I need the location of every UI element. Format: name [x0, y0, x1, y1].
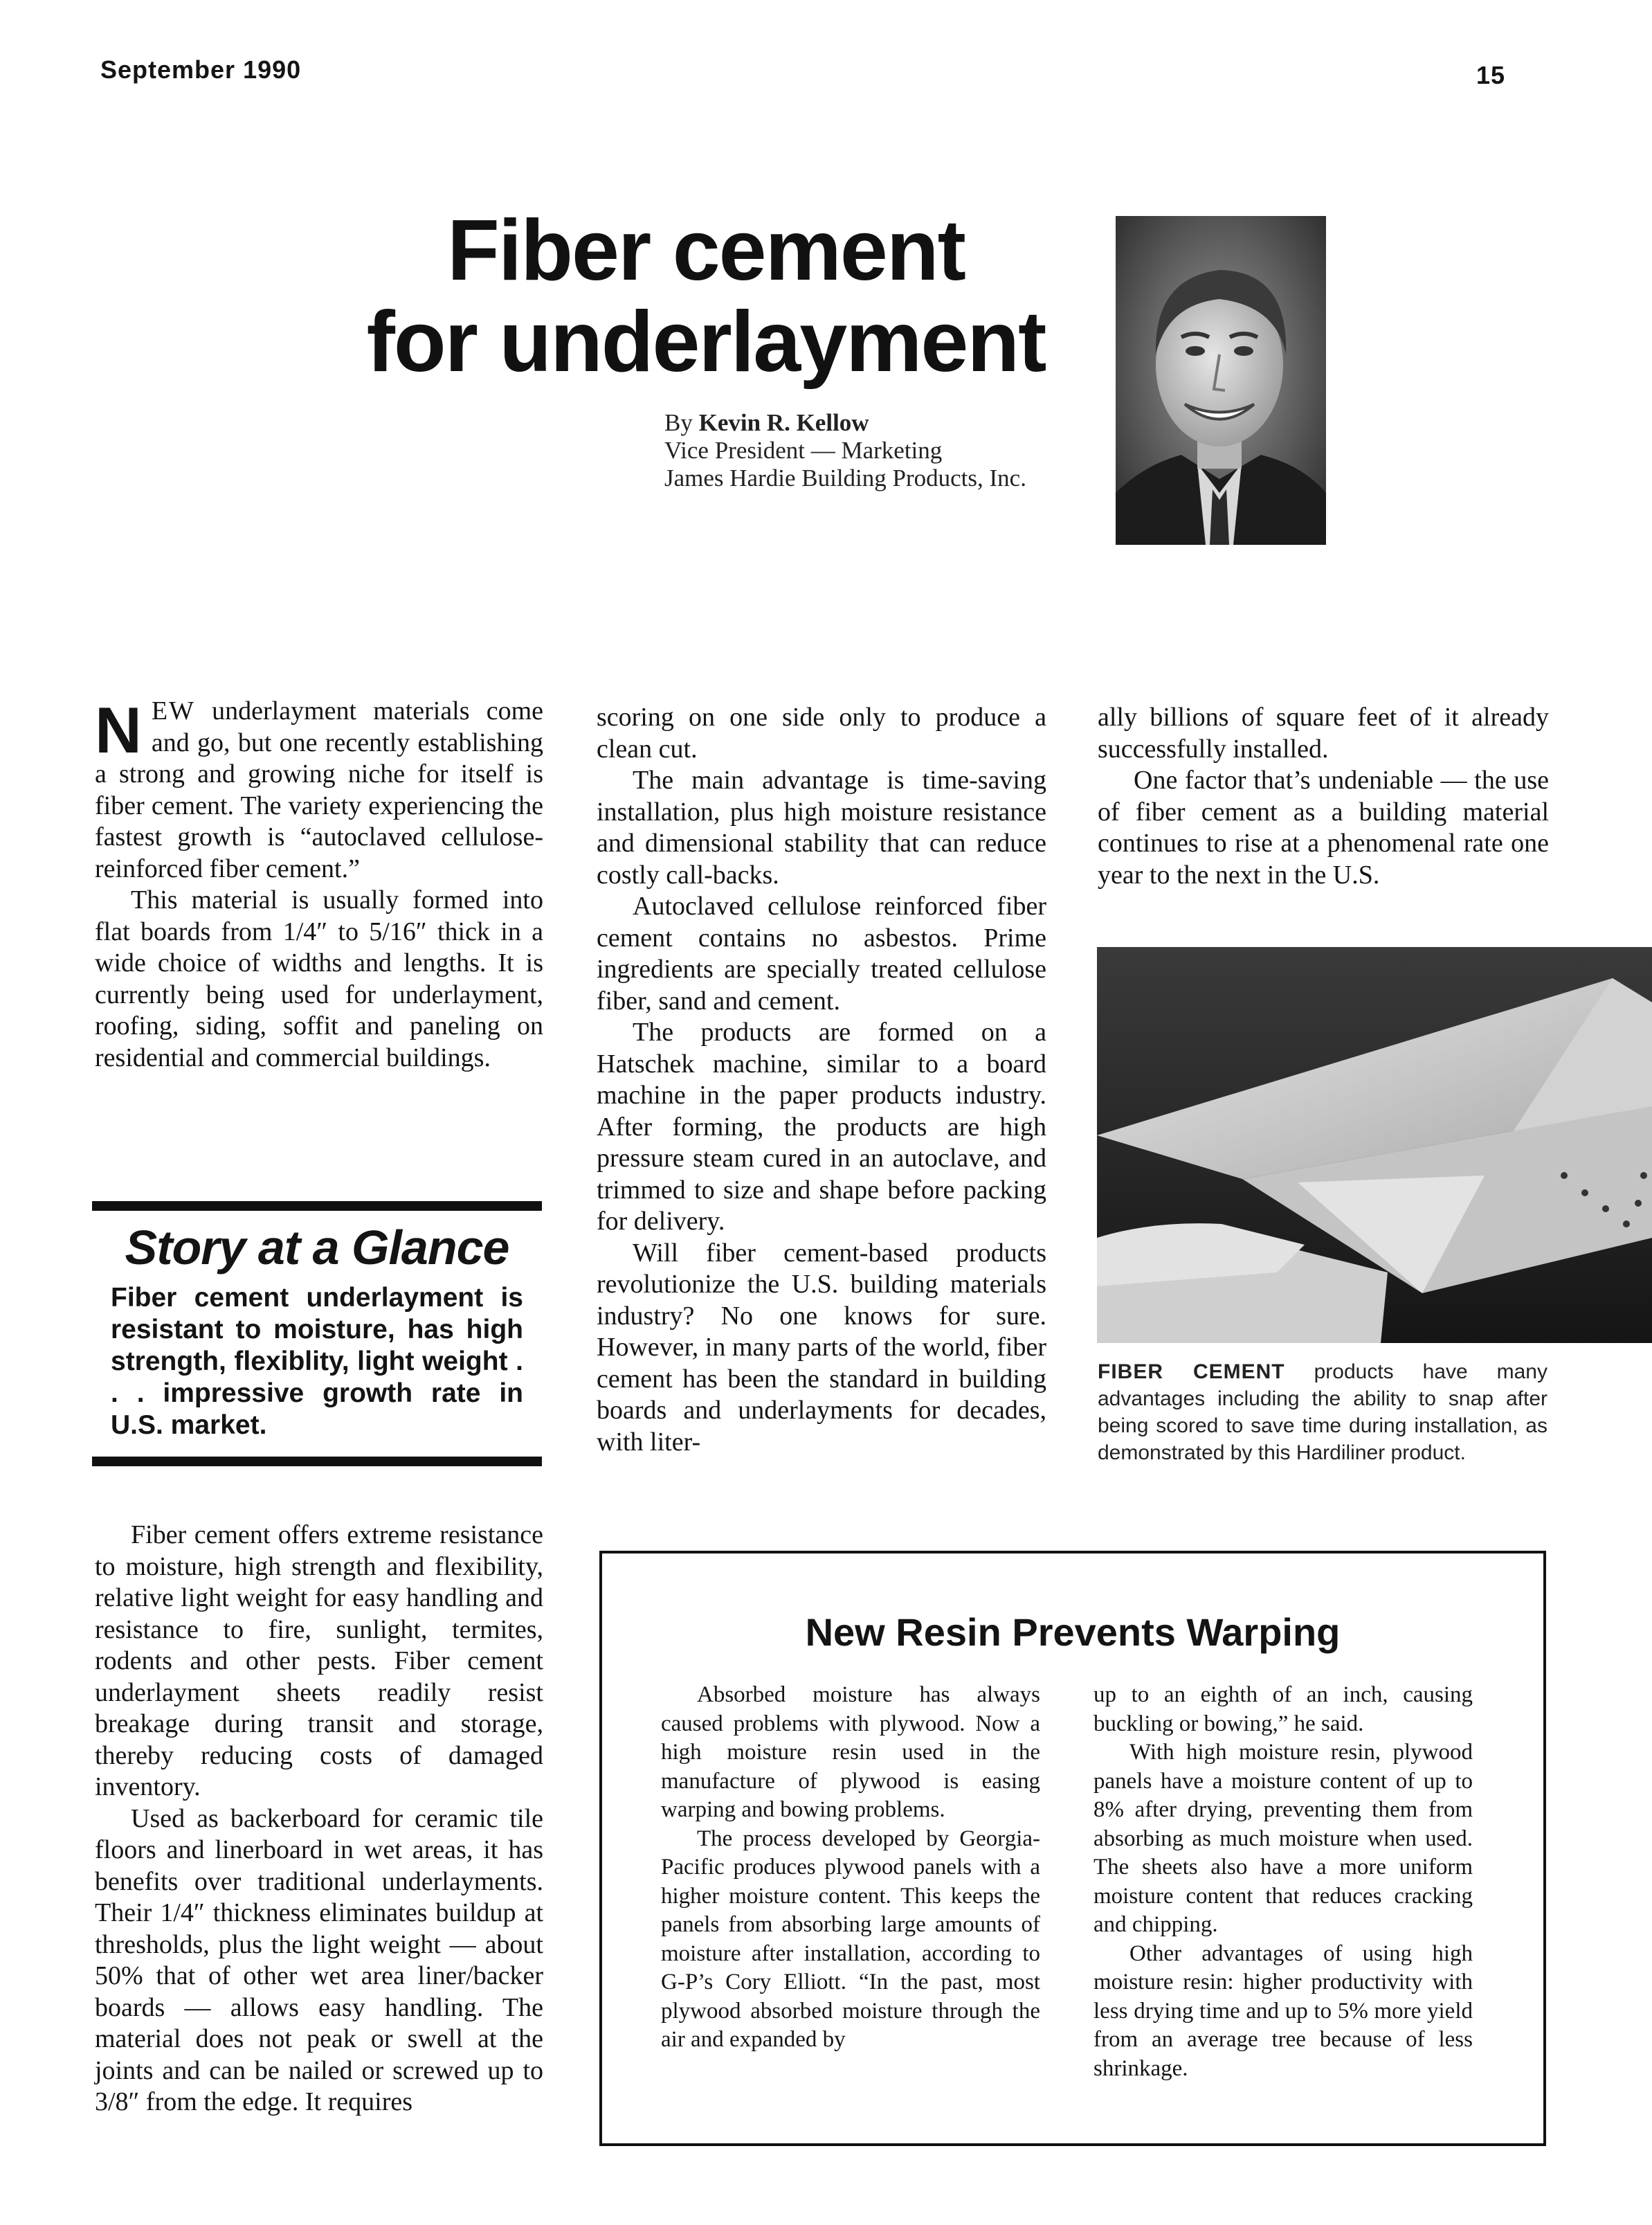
drop-cap: N	[95, 694, 142, 766]
paragraph: Other advantages of using high moisture resin: higher productivity with less drying time and up to 5% more yield from an average tree because of less shrinkage.	[1093, 1940, 1473, 2081]
page-number: 15	[1476, 61, 1506, 89]
sidebar-title: New Resin Prevents Warping	[805, 1610, 1341, 1654]
paragraph: Fiber cement offers extreme resistance to moisture, high strength and flexibility, relative light weight for easy handling and resistance to fire, sunlight, termites, rodents and other pests. Fiber cement underlayment sheets readily resist breakage during transit and storage, thereby reducing costs of damaged inventory.	[95, 1520, 543, 1801]
article-column-3	[1098, 702, 1549, 891]
paragraph: The process developed by Georgia-Pacific produces plywood panels with a higher moisture content. This keeps the panels from absorbing large amounts of moisture after installation, according to G-P’s Cory Elliott. “In the past, most plywood absorbed moisture through the air and expanded by	[661, 1826, 1040, 2052]
caption-text: products have many advantages including the ability to snap after being scored to save time during installation, as demonstrated by this Hardiliner product.	[1098, 1360, 1547, 1464]
author-title: Vice President — Marketing	[664, 437, 943, 464]
paragraph: This material is usually formed into flat boards from 1/4″ to 5/16″ thick in a wide choice of widths and lengths. It is currently being used for underlayment, roofing, siding, soffit and paneling on residential and commercial buildings.	[95, 885, 543, 1072]
byline-prefix: By	[664, 409, 693, 436]
title-line-2: for underlayment	[366, 294, 1046, 390]
author-company: James Hardie Building Products, Inc.	[664, 465, 1026, 492]
paragraph: Autoclaved cellulose reinforced fiber cement contains no asbestos. Prime ingredients are specially treated cellulose fiber, sand and cement.	[597, 892, 1046, 1016]
sidebar-column-1	[661, 1681, 1040, 2055]
paragraph: One factor that’s undeniable — the use of fiber cement as a building material continues to rise at a phenomenal rate one year to the next in the U.S.	[1098, 766, 1549, 890]
author-name: Kevin R. Kellow	[698, 409, 869, 436]
product-photo	[1097, 947, 1652, 1343]
glance-body: Fiber cement underlayment is resistant to moisture, has high strength, flexiblity, light weight . . . impressive growth rate in U.S. market.	[111, 1283, 523, 1440]
article-title	[277, 205, 1135, 388]
article-column-1-top	[95, 696, 543, 1074]
issue-date: September 1990	[100, 55, 302, 84]
paragraph: up to an eighth of an inch, causing buckling or bowing,” he said.	[1093, 1682, 1473, 1736]
author-photo	[1116, 216, 1326, 545]
paragraph: Will fiber cement-based products revolutionize the U.S. building materials industry? No one knows for sure. However, in many parts of the world, fiber cement has been the standard in building boards and underlayments for decades, with liter-	[597, 1238, 1046, 1457]
photo-caption	[1098, 1358, 1547, 1466]
paragraph: With high moisture resin, plywood panels have a moisture content of up to 8% after drying, preventing them from absorbing as much moisture when used. The sheets also have a more uniform moisture content that reduces cracking and chipping.	[1093, 1740, 1473, 1937]
fiber-cement-board-image	[1097, 947, 1652, 1343]
paragraph: The main advantage is time-saving installation, plus high moisture resistance and dimensional stability that can reduce costly call-backs.	[597, 766, 1046, 890]
glance-top-rule	[92, 1201, 542, 1211]
sidebar-column-2	[1093, 1681, 1473, 2083]
glance-title: Story at a Glance	[125, 1220, 509, 1274]
author-portrait-image	[1116, 216, 1326, 545]
byline	[664, 409, 1107, 492]
caption-lead: FIBER CEMENT	[1098, 1360, 1285, 1383]
paragraph: The products are formed on a Hatschek machine, similar to a board machine in the paper products industry. After forming, the products are high pressure steam cured in an autoclave, and trimmed to size and shape before packing for delivery.	[597, 1018, 1046, 1236]
glance-bottom-rule	[92, 1457, 542, 1466]
title-line-1: Fiber cement	[447, 203, 965, 298]
paragraph: Absorbed moisture has always caused problems with plywood. Now a high moisture resin used in the manufacture of plywood is easing warping and bowing problems.	[661, 1682, 1040, 1822]
lead-paragraph: NEW underlayment materials come and go, but one recently establishing a strong and growing niche for itself is fiber cement. The variety experiencing the fastest growth is “autoclaved cellulose-reinforced fiber cement.”	[95, 694, 543, 883]
lead-smallcaps: EW	[151, 696, 195, 726]
paragraph: Used as backerboard for ceramic tile floors and linerboard in wet areas, it has benefits over traditional underlayments. Their 1/4″ thickness eliminates buildup at thresholds, plus the light weight — about 50% that of other wet area liner/backer boards — allows easy handling. The material does not peak or swell at the joints and can be nailed or screwed up to 3/8″ from the edge. It requires	[95, 1803, 543, 2116]
article-column-2	[597, 702, 1046, 1458]
paragraph: scoring on one side only to produce a clean cut.	[597, 703, 1046, 764]
paragraph: ally billions of square feet of it already successfully installed.	[1098, 703, 1549, 764]
article-column-1-bottom	[95, 1520, 543, 2118]
